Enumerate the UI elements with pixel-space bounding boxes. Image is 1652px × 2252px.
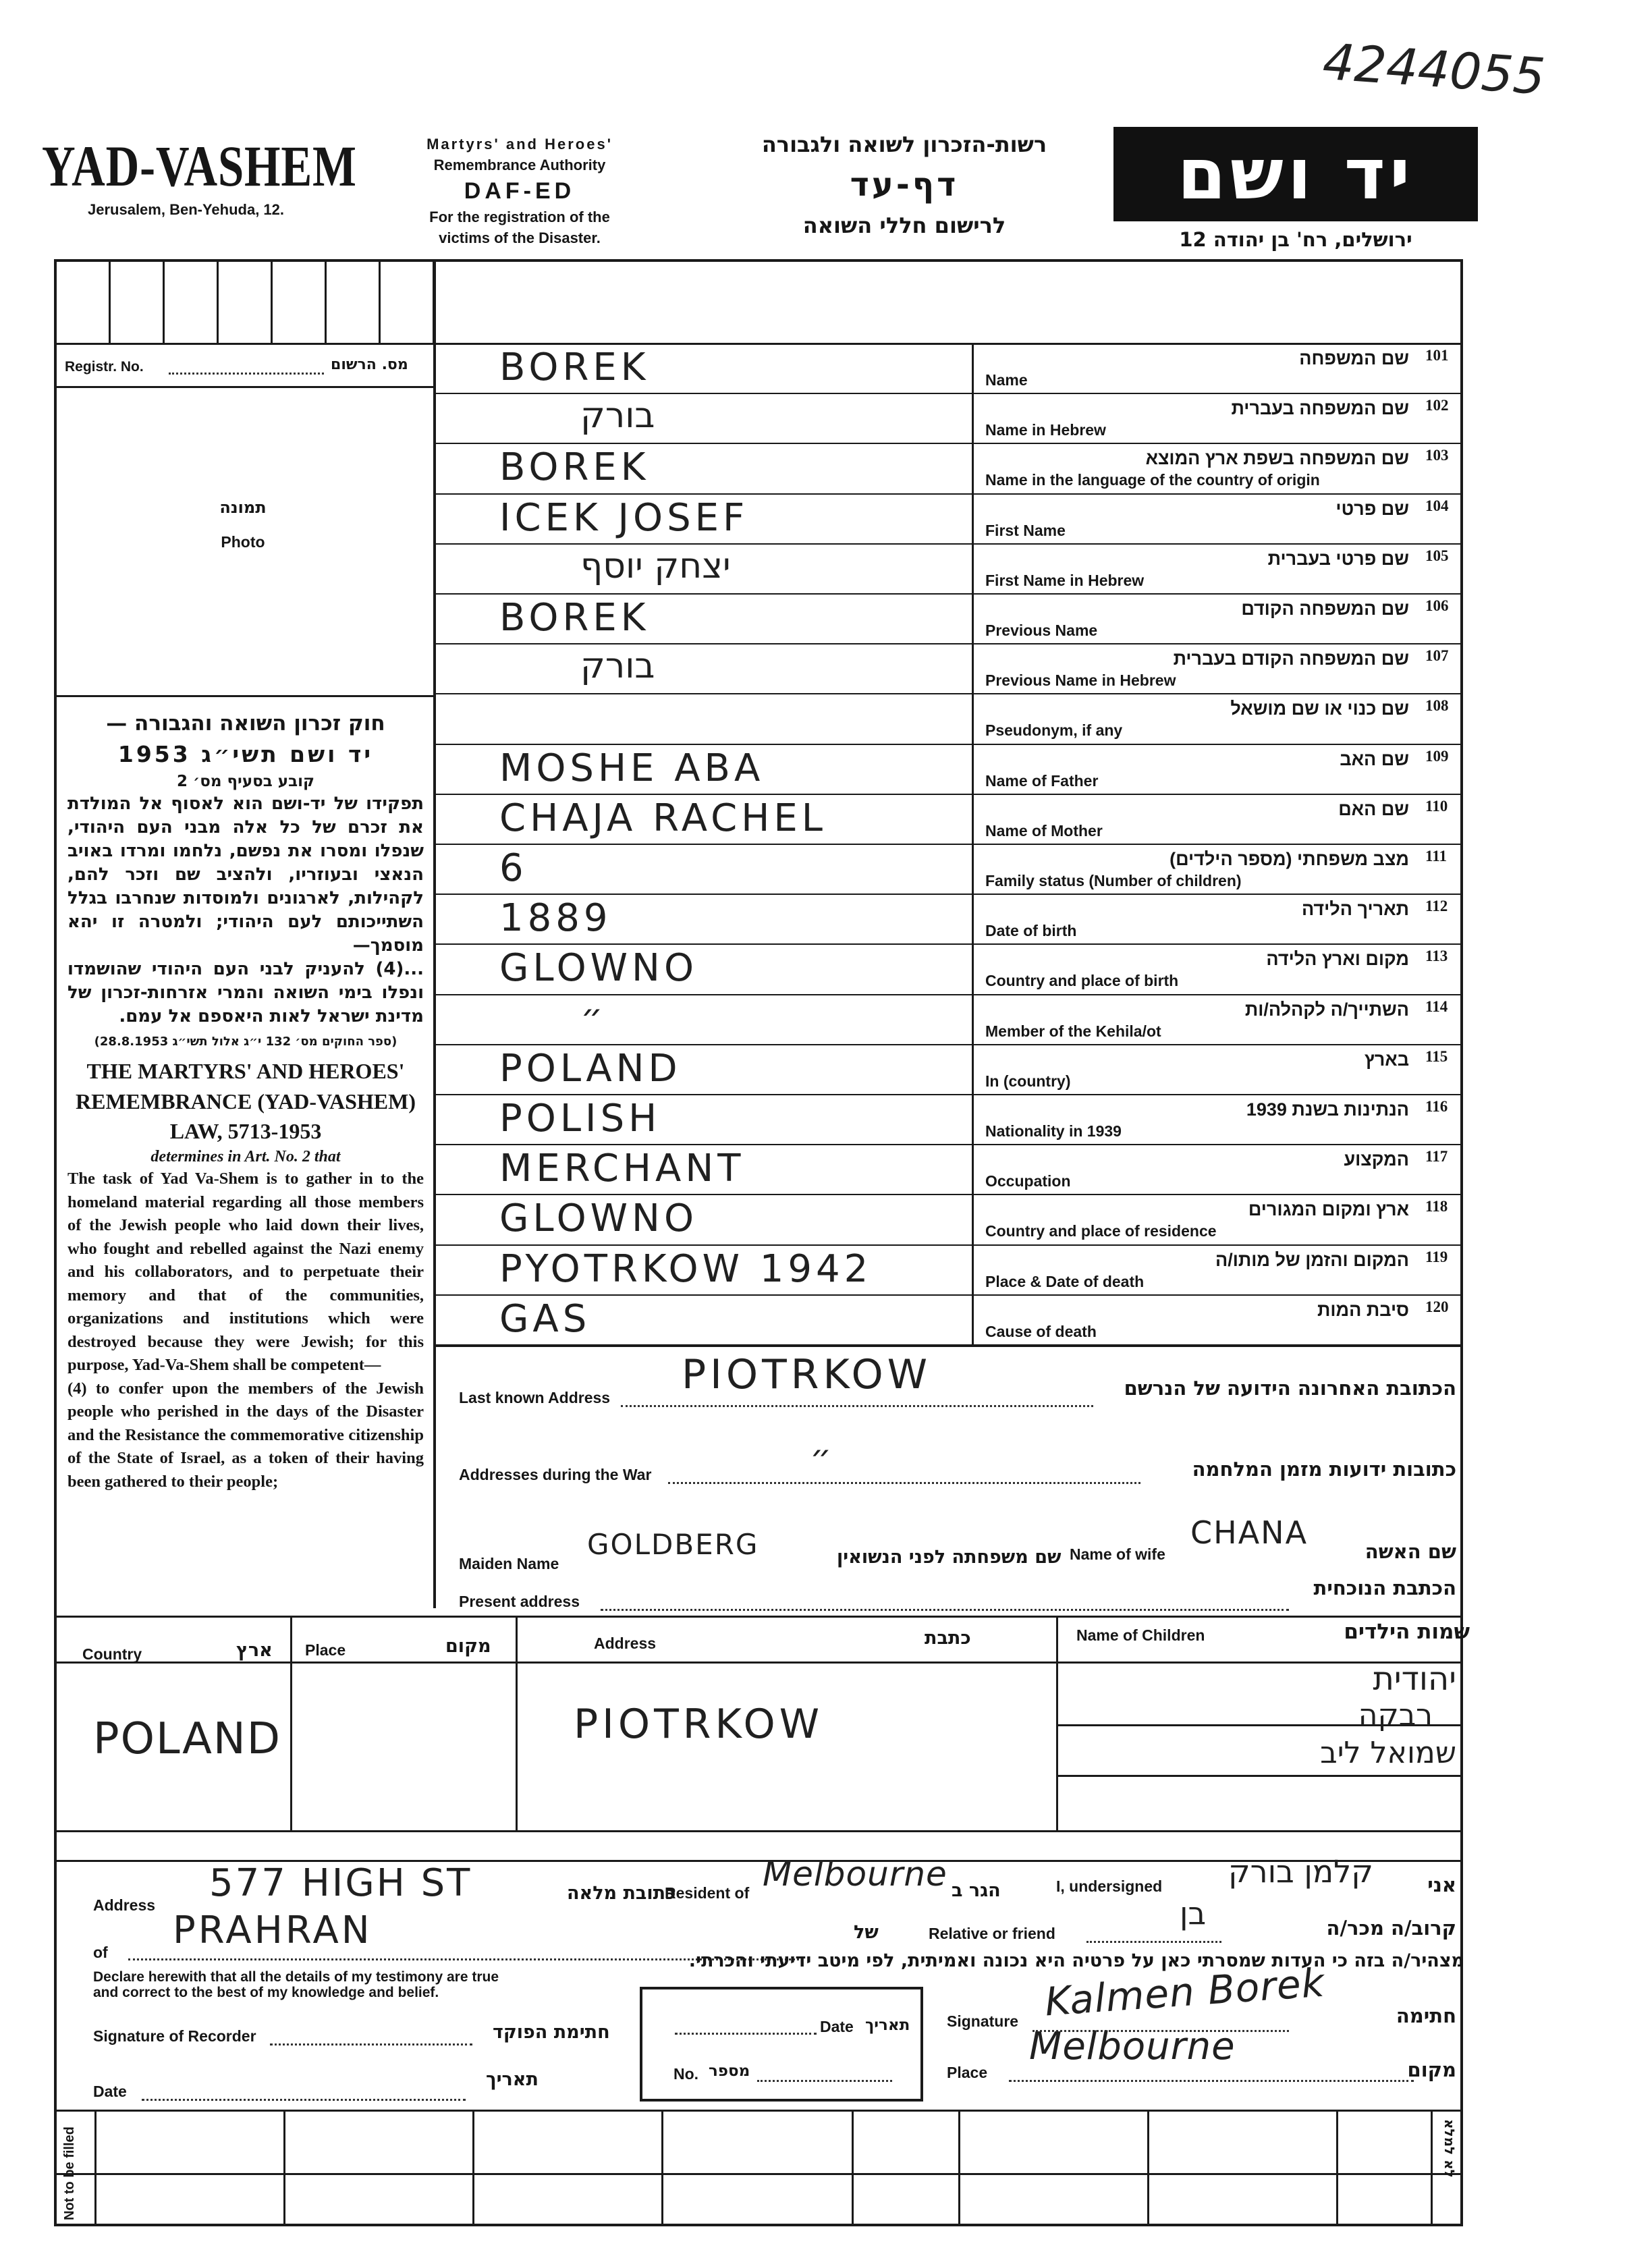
law-title-he: חוק זכרון השואה והגבורה — (106, 711, 385, 736)
children-place-label: Place (305, 1641, 346, 1659)
recorder-box (640, 1987, 923, 2102)
field-divider (436, 493, 1460, 495)
field-number-106: 106 (1425, 597, 1449, 614)
wife-name-label: Name of wife (1070, 1545, 1165, 1563)
registration-boxes (57, 262, 435, 343)
sig-recorder-label: Signature of Recorder (93, 2027, 256, 2045)
not-to-be-filled-he: לא למלא (1441, 2119, 1458, 2178)
children-country-label-he: ארץ (236, 1640, 273, 1661)
field-divider (436, 1244, 1460, 1246)
box-date-label-he: תאריך (865, 2016, 910, 2034)
field-label-112: Date of birth (985, 922, 1077, 940)
law-title-he2: יד ושם תשי״ג 1953 (117, 741, 374, 767)
field-divider (436, 744, 1460, 745)
field-label-he-119: המקום והזמן של מותו/ה (1215, 1249, 1409, 1270)
field-label-he-118: ארץ ומקום המגורים (1248, 1199, 1409, 1220)
field-value-105[interactable]: יצחק יוסף (580, 545, 731, 586)
field-label-he-114: השתייך/ה לקהלה/ות (1244, 999, 1409, 1020)
field-number-104: 104 (1425, 497, 1449, 514)
purpose-line2: victims of the Disaster. (439, 229, 601, 246)
of-label: of (93, 1944, 108, 1961)
resident-label-he: הגר ב (952, 1880, 1001, 1901)
field-label-117: Occupation (985, 1172, 1071, 1190)
declare-en: Declare herewith that all the details of my testimony are true and correct to the best of my knowledge and belief. (93, 1969, 499, 2000)
header-address-en: Jerusalem, Ben-Yehuda, 12. (88, 201, 285, 218)
heb-logo-box: יד ושם (1113, 127, 1478, 221)
field-label-he-115: בארץ (1364, 1049, 1409, 1070)
field-label-he-107: שם המשפחה הקודם בעברית (1173, 649, 1409, 669)
field-value-110[interactable]: CHAJA RACHEL (499, 796, 827, 840)
field-value-116[interactable]: POLISH (499, 1097, 661, 1141)
relative-value[interactable]: בן (1180, 1895, 1207, 1931)
field-label-he-104: שם פרטי (1336, 498, 1409, 519)
box-no-label-he: מספר (709, 2062, 750, 2080)
registr-no-label: Registr. No. (65, 359, 144, 375)
not-to-be-filled: Not to be filled (62, 2126, 77, 2220)
field-divider (436, 844, 1460, 845)
law-title-en1: THE MARTYRS' AND HEROES' (86, 1059, 405, 1083)
field-label-102: Name in Hebrew (985, 421, 1106, 439)
children-names-label: Name of Children (1076, 1626, 1205, 1644)
last-known-address-label-he: הכתובת האחרונה הידועה של הנרשם (1124, 1377, 1456, 1400)
field-divider (436, 1094, 1460, 1095)
field-divider (436, 1194, 1460, 1195)
signature-label-he: חתימה (1396, 2004, 1456, 2027)
field-label-104: First Name (985, 521, 1066, 539)
wife-name-label-he: שם האשה (1365, 1540, 1456, 1563)
field-label-he-117: המקצוע (1344, 1149, 1409, 1170)
field-divider (436, 593, 1460, 595)
daf-ed-title: DAF-ED (464, 178, 576, 204)
law-body-he: תפקידו של יד-ושם הוא לאסוף אל המולדת את זכרם של כל אלה מבני העם היהודי, שנפלו ומסרו את נפשם, נלחמו ומרדו באויב הנאצי ובעוזריו, ולהציב שם וזכר להם, לקהילות, לארגונים ולמוסדות שנחרבו בגלל השתייכותם לעם היהודי; ולמטרה זו יהא מוסמך— (67, 794, 424, 956)
field-label-118: Country and place of residence (985, 1222, 1217, 1240)
children-address-value[interactable]: PIOTRKOW (574, 1701, 824, 1748)
field-label-114: Member of the Kehila/ot (985, 1022, 1161, 1040)
witness-address-value[interactable]: 577 HIGH ST (209, 1861, 472, 1905)
field-divider (436, 443, 1460, 444)
child-name-3[interactable]: שמואל ליב (1320, 1736, 1456, 1770)
field-number-115: 115 (1425, 1047, 1448, 1065)
heb-purpose: לרישום חללי השואה (802, 213, 1006, 238)
field-value-117[interactable]: MERCHANT (499, 1147, 745, 1191)
law-body-en: The task of Yad Va-Shem is to gather in to the homeland material regarding all those members of the Jewish people who laid down their lives, who fought and rebelled against the Nazi enemy and his collaborators, and to perpetuate their memory and that of the communities, organizations and institutions which were destroyed because they were Jewish; for this purpose, Yad-Va-Shem shall be competent— (67, 1170, 424, 1374)
undersigned-value[interactable]: קלמן בורק (1228, 1853, 1373, 1890)
field-number-116: 116 (1425, 1098, 1448, 1115)
field-number-110: 110 (1425, 797, 1448, 815)
field-value-115[interactable]: POLAND (499, 1046, 682, 1091)
field-label-108: Pseudonym, if any (985, 721, 1123, 740)
header-authority (391, 134, 648, 248)
field-divider (436, 994, 1460, 995)
field-label-he-110: שם האם (1338, 798, 1409, 819)
maiden-name-label-he: שם משפחתה לפני הנשואין (837, 1547, 1062, 1568)
field-number-108: 108 (1425, 697, 1449, 715)
field-divider (436, 943, 1460, 945)
field-value-101[interactable]: BOREK (499, 346, 650, 389)
heb-address: ירושלים, רח' בן יהודה 12 (1179, 228, 1412, 251)
field-value-107[interactable]: בורק (580, 646, 655, 687)
war-address-value[interactable]: ״ (810, 1437, 836, 1477)
of-value[interactable]: PRAHRAN (173, 1908, 373, 1952)
field-label-he-102: שם המשפחה בעברית (1231, 398, 1409, 419)
logo-yad-vashem: YAD-VASHEM (42, 134, 357, 198)
date-label-he: תאריך (486, 2069, 539, 2090)
law-title-en2: REMEMBRANCE (YAD-VASHEM) (75, 1089, 416, 1114)
admin-grid-divider (472, 2110, 474, 2224)
witness-address-label: Address (93, 1896, 156, 1914)
field-label-he-112: תאריך הלידה (1301, 899, 1409, 920)
admin-grid-divider (852, 2110, 854, 2224)
admin-grid-divider (1147, 2110, 1149, 2224)
field-value-118[interactable]: GLOWNO (499, 1197, 698, 1241)
field-number-112: 112 (1425, 898, 1448, 915)
field-divider (436, 1044, 1460, 1045)
law-title-en3: LAW, 5713-1953 (169, 1119, 322, 1143)
field-divider (436, 894, 1460, 895)
place-value[interactable]: Melbourne (1029, 2025, 1236, 2068)
field-value-119[interactable]: PYOTRKOW 1942 (499, 1246, 873, 1291)
maiden-name-value[interactable]: GOLDBERG (587, 1528, 759, 1561)
box-date-label: Date (820, 2018, 854, 2035)
field-label-he-109: שם האב (1340, 748, 1409, 769)
field-number-120: 120 (1425, 1298, 1449, 1315)
admin-grid-divider (1336, 2110, 1338, 2224)
field-label-he-105: שם פרטי בעברית (1267, 548, 1409, 569)
field-label-107: Previous Name in Hebrew (985, 671, 1176, 690)
field-number-119: 119 (1425, 1248, 1448, 1265)
war-address-label: Addresses during the War (459, 1466, 652, 1483)
maiden-name-label: Maiden Name (459, 1555, 559, 1572)
field-number-105: 105 (1425, 547, 1449, 564)
field-label-105: First Name in Hebrew (985, 571, 1145, 589)
sig-recorder-label-he: חתימת הפוקד (493, 2022, 610, 2043)
field-label-115: In (country) (985, 1072, 1071, 1090)
field-number-101: 101 (1425, 347, 1449, 364)
heb-authority: רשות-הזכרון לשואה ולגבורה (761, 132, 1047, 157)
field-number-107: 107 (1425, 647, 1449, 665)
relative-label: Relative or friend (929, 1925, 1055, 1942)
field-label-119: Place & Date of death (985, 1272, 1145, 1290)
law-body-en2: (4) to confer upon the members of the Jewish people who perished in the days of the Disaster and the Resistance the commemorative citizenship of the State of Israel, as a token of their having been gathered to their people; (67, 1379, 424, 1491)
place-label-he: מקום (1407, 2058, 1456, 2081)
box-no-label: No. (673, 2065, 699, 2083)
purpose-line1: For the registration of the (429, 209, 610, 225)
child-name-1[interactable]: יהודית (1373, 1660, 1456, 1698)
relative-label-he: קרוב/ה מכר/ה (1326, 1917, 1456, 1940)
law-body-he2: ...(4) להעניק לבני העם היהודי שהושמדו ונפלו בימי השואה והמרי אזרחות-זכרון של מדינת ישראל לאות היאספם אל עמם. (67, 959, 424, 1026)
field-label-116: Nationality in 1939 (985, 1122, 1122, 1140)
law-determines: determines in Art. No. 2 that (150, 1148, 341, 1165)
children-address-label-he: כתבת (925, 1628, 971, 1649)
header-hebrew-block (729, 126, 1080, 244)
admin-grid-divider (283, 2110, 285, 2224)
field-label-he-108: שם כנוי או שם מושאל (1230, 698, 1409, 719)
field-value-102[interactable]: בורק (580, 395, 655, 437)
war-address-label-he: כתובות ידועות מזמן המלחמה (1192, 1458, 1456, 1481)
field-label-he-111: מצב משפחתי (מספר הילדים) (1169, 849, 1409, 869)
resident-value[interactable]: Melbourne (763, 1855, 947, 1894)
children-address-label: Address (594, 1635, 657, 1652)
children-place-label-he: מקום (445, 1636, 491, 1657)
field-value-106[interactable]: BOREK (499, 596, 650, 640)
signature-value[interactable]: Kalmen Borek (1043, 1959, 1327, 2025)
children-country-label: Country (82, 1645, 142, 1663)
field-value-112[interactable]: 1889 (499, 896, 612, 941)
heb-daf-ed: דף-עד (850, 166, 959, 204)
field-label-he-103: שם המשפחה בשפת ארץ המוצא (1145, 448, 1409, 469)
undersigned-label: I, undersigned (1056, 1877, 1163, 1895)
date-label: Date (93, 2083, 127, 2100)
field-divider (436, 643, 1460, 644)
field-value-113[interactable]: GLOWNO (499, 946, 698, 991)
field-number-111: 111 (1425, 848, 1447, 864)
resident-label: Resident of (665, 1884, 750, 1902)
admin-grid-divider (958, 2110, 960, 2224)
photo-label-he: תמונה (219, 498, 267, 517)
undersigned-label-he: אני (1427, 1873, 1456, 1896)
field-value-109[interactable]: MOSHE ABA (499, 746, 765, 790)
authority-line1: Martyrs' and Heroes' (426, 136, 613, 153)
field-number-114: 114 (1425, 997, 1448, 1015)
field-label-101: Name (985, 371, 1028, 389)
declare-he: מצהיר/ה בזה כי העדות שמסרתי כאן על פרטיה היא נכונה ואמיתית, לפי מיטב ידיעתי והכרתי. (688, 1950, 1464, 1971)
photo-label: Photo (221, 533, 265, 551)
stamp-number: 4244055 (1321, 32, 1547, 107)
witness-address-label-he: כתובת מלאה (567, 1883, 676, 1904)
field-divider (436, 1144, 1460, 1145)
field-label-111: Family status (Number of children) (985, 872, 1242, 889)
field-value-120[interactable]: GAS (499, 1296, 591, 1341)
field-divider (436, 393, 1460, 394)
field-value-103[interactable]: BOREK (499, 445, 650, 490)
of-label-he: של (854, 1922, 879, 1943)
law-block (67, 709, 424, 1493)
field-label-106: Previous Name (985, 622, 1098, 639)
field-label-he-113: מקום וארץ הלידה (1266, 949, 1409, 970)
field-number-117: 117 (1425, 1148, 1448, 1165)
registr-no-label-he: מס. הרשום (331, 356, 408, 373)
field-label-he-106: שם המשפחה הקודם (1241, 599, 1409, 619)
field-number-118: 118 (1425, 1198, 1448, 1215)
field-number-113: 113 (1425, 948, 1448, 965)
field-label-he-116: הנתינות בשנת 1939 (1246, 1099, 1409, 1120)
field-number-103: 103 (1425, 447, 1449, 464)
last-known-address-label: Last known Address (459, 1389, 611, 1406)
field-label-120: Cause of death (985, 1322, 1097, 1340)
field-value-111[interactable]: 6 (499, 846, 528, 890)
present-address-label: Present address (459, 1593, 580, 1610)
field-value-104[interactable]: ICEK JOSEF (499, 495, 749, 540)
field-label-103: Name in the language of the country of origin (985, 471, 1320, 489)
field-divider (436, 794, 1460, 795)
law-subtitle-he: קובע בסעיף מס׳ 2 (177, 773, 314, 790)
children-country-value[interactable]: POLAND (93, 1714, 282, 1764)
children-names-label-he: שמות הילדים (1344, 1620, 1470, 1644)
present-address-label-he: הכתבת הנוכחית (1313, 1576, 1456, 1599)
field-divider (436, 693, 1460, 694)
field-divider (436, 1294, 1460, 1296)
field-divider (436, 543, 1460, 545)
field-label-109: Name of Father (985, 771, 1099, 790)
field-label-he-120: סיבת המות (1317, 1299, 1409, 1320)
admin-grid-divider (661, 2110, 663, 2224)
place-label: Place (947, 2064, 988, 2081)
field-label-110: Name of Mother (985, 821, 1103, 840)
field-label-he-101: שם המשפחה (1299, 348, 1409, 368)
signature-label: Signature (947, 2012, 1019, 2030)
field-number-109: 109 (1425, 747, 1449, 765)
last-known-address-value[interactable]: PIOTRKOW (682, 1351, 932, 1398)
field-label-113: Country and place of birth (985, 972, 1179, 990)
wife-name-value[interactable]: CHANA (1190, 1514, 1309, 1551)
field-value-114[interactable]: ״ (580, 996, 603, 1037)
field-number-102: 102 (1425, 397, 1449, 414)
child-name-2[interactable]: רבקה (1358, 1698, 1433, 1732)
authority-line2: Remembrance Authority (433, 157, 606, 173)
law-source-he: (ספר החוקים מס׳ 132 י״ג אלול תשי״ג 28.8.1953) (94, 1035, 397, 1049)
